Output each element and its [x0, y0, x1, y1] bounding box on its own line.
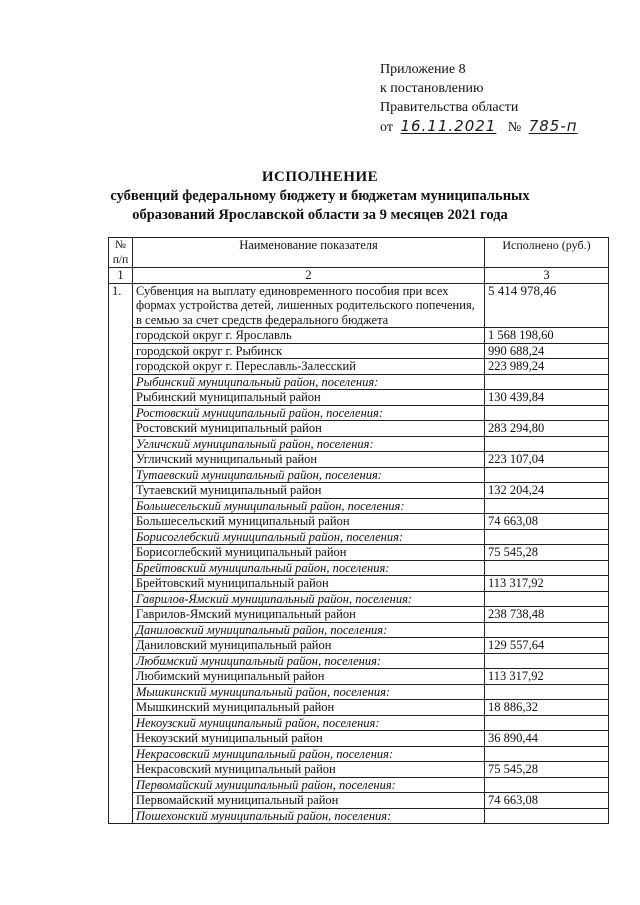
column-index: 3: [485, 268, 609, 284]
row-value: 1 568 198,60: [485, 328, 609, 344]
row-value: 238 738,48: [485, 607, 609, 623]
row-value: [485, 622, 609, 638]
row-value: 283 294,80: [485, 421, 609, 437]
district-heading: Большесельский муниципальный район, поселения:: [133, 498, 485, 514]
row-name: Угличский муниципальный район: [133, 452, 485, 468]
row-value: 223 107,04: [485, 452, 609, 468]
table-row: [109, 514, 609, 530]
table-row: [109, 576, 609, 592]
district-heading-row: [109, 777, 609, 793]
row-number: 1.: [109, 283, 133, 824]
district-heading-row: [109, 746, 609, 762]
title-subtitle-line: субвенций федеральному бюджету и бюджетам муниципальных: [110, 188, 530, 204]
district-heading-row: [109, 808, 609, 824]
number-sign: №: [507, 120, 522, 135]
row-value: 990 688,24: [485, 343, 609, 359]
row-value: 75 545,28: [485, 545, 609, 561]
district-heading: Пошехонский муниципальный район, поселения:: [133, 808, 485, 824]
row-name: городской округ г. Ярославль: [133, 328, 485, 344]
district-heading: Рыбинский муниципальный район, поселения:: [133, 374, 485, 390]
row-value: [485, 498, 609, 514]
handwritten-number: 785-п: [528, 117, 578, 135]
district-heading: Брейтовский муниципальный район, поселения:: [133, 560, 485, 576]
row-value: [485, 436, 609, 452]
appendix-block: [380, 60, 630, 137]
district-heading-row: [109, 529, 609, 545]
table-row: [109, 762, 609, 778]
column-index-row: [109, 268, 609, 284]
handwritten-date: 16.11.2021: [400, 117, 497, 135]
column-header-value: Исполнено (руб.): [485, 238, 609, 268]
district-heading: Первомайский муниципальный район, поселения:: [133, 777, 485, 793]
table-row: [109, 669, 609, 685]
row-name: Борисоглебский муниципальный район: [133, 545, 485, 561]
row-value: [485, 808, 609, 824]
subvention-name: Субвенция на выплату единовременного пособия при всех формах устройства детей, лишенных родительского попечения, в семью за счет средств федерального бюджета: [133, 283, 485, 328]
district-heading: Гаврилов-Ямский муниципальный район, поселения:: [133, 591, 485, 607]
column-index: 2: [133, 268, 485, 284]
row-value: [485, 715, 609, 731]
row-name: Мышкинский муниципальный район: [133, 700, 485, 716]
table-row: [109, 390, 609, 406]
row-name: Любимский муниципальный район: [133, 669, 485, 685]
table-row: [109, 359, 609, 375]
district-heading-row: [109, 560, 609, 576]
row-value: [485, 684, 609, 700]
title-heading: ИСПОЛНЕНИЕ: [261, 169, 379, 185]
row-value: 130 439,84: [485, 390, 609, 406]
row-name: Ростовский муниципальный район: [133, 421, 485, 437]
table-row: [109, 328, 609, 344]
row-value: [485, 529, 609, 545]
row-value: 113 317,92: [485, 669, 609, 685]
row-value: [485, 777, 609, 793]
document-title: [110, 168, 530, 225]
district-heading-row: [109, 374, 609, 390]
row-value: [485, 653, 609, 669]
row-value: 18 886,32: [485, 700, 609, 716]
column-index: 1: [109, 268, 133, 284]
district-heading: Некоузский муниципальный район, поселения:: [133, 715, 485, 731]
row-name: Даниловский муниципальный район: [133, 638, 485, 654]
row-name: городской округ г. Переславль-Залесский: [133, 359, 485, 375]
appendix-line: Правительства области: [380, 100, 519, 115]
row-value: [485, 591, 609, 607]
subvention-total: 5 414 978,46: [485, 283, 609, 328]
row-value: [485, 467, 609, 483]
column-header-number: № п/п: [109, 238, 133, 268]
row-value: 74 663,08: [485, 514, 609, 530]
district-heading: Некрасовский муниципальный район, поселения:: [133, 746, 485, 762]
table-header-row: [109, 238, 609, 268]
table-row: [109, 731, 609, 747]
district-heading: Ростовский муниципальный район, поселения:: [133, 405, 485, 421]
district-heading-row: [109, 498, 609, 514]
district-heading: Даниловский муниципальный район, поселения:: [133, 622, 485, 638]
row-value: [485, 560, 609, 576]
district-heading-row: [109, 436, 609, 452]
title-subtitle-line: образований Ярославской области за 9 месяцев 2021 года: [132, 207, 508, 223]
execution-table: [108, 237, 609, 824]
district-heading-row: [109, 622, 609, 638]
appendix-line: Приложение 8: [380, 62, 466, 77]
district-heading-row: [109, 591, 609, 607]
district-heading: Тутаевский муниципальный район, поселения:: [133, 467, 485, 483]
table-row: [109, 545, 609, 561]
row-value: 129 557,64: [485, 638, 609, 654]
row-value: 75 545,28: [485, 762, 609, 778]
district-heading: Угличский муниципальный район, поселения:: [133, 436, 485, 452]
district-heading-row: [109, 405, 609, 421]
row-name: Гаврилов-Ямский муниципальный район: [133, 607, 485, 623]
row-value: [485, 746, 609, 762]
table-row: [109, 343, 609, 359]
district-heading: Мышкинский муниципальный район, поселения:: [133, 684, 485, 700]
table-row: [109, 607, 609, 623]
district-heading-row: [109, 684, 609, 700]
table-row: [109, 700, 609, 716]
column-header-name: Наименование показателя: [133, 238, 485, 268]
row-value: 132 204,24: [485, 483, 609, 499]
table-row: [109, 421, 609, 437]
from-label: от: [380, 120, 393, 135]
district-heading-row: [109, 715, 609, 731]
row-name: Брейтовский муниципальный район: [133, 576, 485, 592]
table-row: [109, 793, 609, 809]
row-value: [485, 374, 609, 390]
row-value: [485, 405, 609, 421]
row-value: 223 989,24: [485, 359, 609, 375]
row-value: 113 317,92: [485, 576, 609, 592]
row-value: 74 663,08: [485, 793, 609, 809]
row-name: Некрасовский муниципальный район: [133, 762, 485, 778]
subvention-row: [109, 283, 609, 328]
district-heading: Борисоглебский муниципальный район, поселения:: [133, 529, 485, 545]
district-heading: Любимский муниципальный район, поселения:: [133, 653, 485, 669]
row-name: Первомайский муниципальный район: [133, 793, 485, 809]
appendix-line: к постановлению: [380, 81, 484, 96]
row-name: городской округ г. Рыбинск: [133, 343, 485, 359]
row-name: Тутаевский муниципальный район: [133, 483, 485, 499]
row-name: Некоузский муниципальный район: [133, 731, 485, 747]
district-heading-row: [109, 653, 609, 669]
table-row: [109, 638, 609, 654]
row-value: 36 890,44: [485, 731, 609, 747]
row-name: Большесельский муниципальный район: [133, 514, 485, 530]
resolution-date-number: [380, 117, 630, 137]
table-row: [109, 483, 609, 499]
table-row: [109, 452, 609, 468]
row-name: Рыбинский муниципальный район: [133, 390, 485, 406]
district-heading-row: [109, 467, 609, 483]
